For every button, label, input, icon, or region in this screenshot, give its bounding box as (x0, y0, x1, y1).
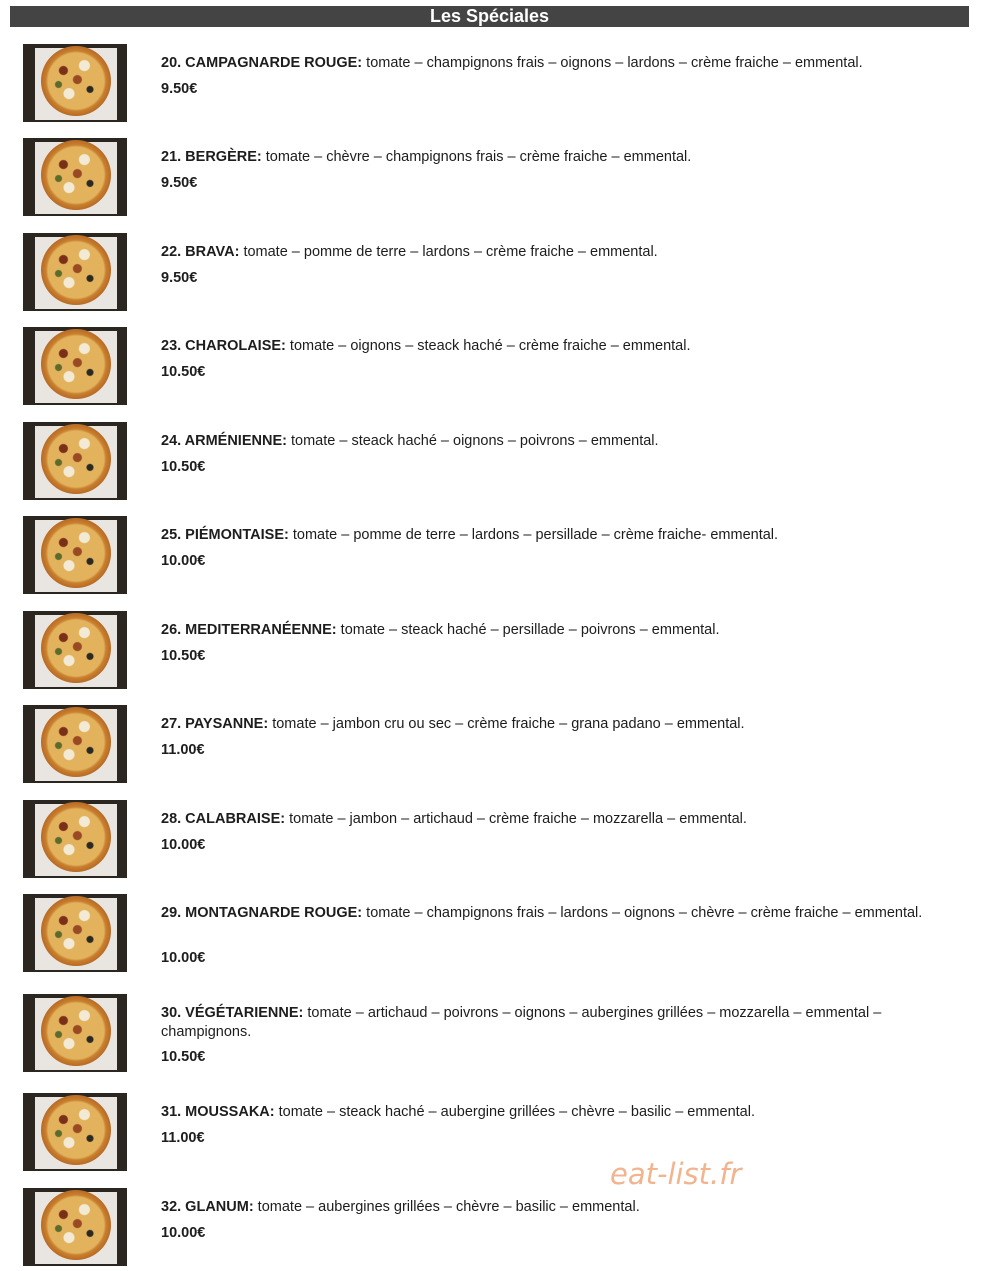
item-price: 10.00€ (161, 1225, 206, 1241)
pizza-photo (23, 422, 127, 500)
section-title: Les Spéciales (429, 6, 550, 26)
item-description (161, 526, 951, 545)
pizza-photo (23, 705, 127, 783)
pizza-photo (23, 138, 127, 216)
item-price: 10.50€ (161, 648, 206, 664)
item-price: 9.50€ (161, 175, 198, 191)
item-price: 10.50€ (161, 459, 206, 475)
menu-item (0, 1188, 989, 1268)
pizza-photo (23, 1093, 127, 1171)
item-description (161, 337, 951, 356)
item-ingredients: tomate – pomme de terre – lardons – crème fraiche – emmental. (239, 244, 658, 260)
item-price: 11.00€ (161, 1130, 205, 1146)
item-description (161, 715, 951, 734)
menu-item (0, 138, 989, 218)
menu-item (0, 422, 989, 502)
item-description (161, 54, 951, 73)
item-ingredients: tomate – aubergines grillées – chèvre – basilic – emmental. (253, 1199, 640, 1215)
pizza-photo (23, 44, 127, 122)
item-name: 30. VÉGÉTARIENNE: (161, 1005, 304, 1021)
item-ingredients: tomate – jambon cru ou sec – crème fraiche – grana padano – emmental. (268, 716, 745, 732)
item-ingredients: tomate – steack haché – persillade – poivrons – emmental. (336, 622, 720, 638)
pizza-photo (23, 611, 127, 689)
item-price: 10.50€ (161, 364, 206, 380)
item-price: 9.50€ (161, 81, 198, 97)
item-price: 11.00€ (161, 742, 205, 758)
pizza-photo (23, 233, 127, 311)
item-description (161, 810, 951, 829)
item-name: 23. CHAROLAISE: (161, 338, 286, 354)
item-ingredients: tomate – champignons frais – lardons – oignons – chèvre – crème fraiche – emmental. (362, 905, 923, 921)
menu-item (0, 611, 989, 691)
item-price: 10.00€ (161, 837, 206, 853)
item-description (161, 1198, 951, 1217)
menu-item (0, 233, 989, 313)
item-name: 21. BERGÈRE: (161, 149, 262, 165)
menu-item (0, 327, 989, 407)
item-description (161, 904, 951, 923)
item-ingredients: tomate – steack haché – aubergine grillées – chèvre – basilic – emmental. (274, 1104, 755, 1120)
item-price: 9.50€ (161, 270, 198, 286)
item-price: 10.50€ (161, 1049, 206, 1065)
menu-item (0, 994, 989, 1074)
item-description (161, 1004, 951, 1042)
pizza-photo (23, 994, 127, 1072)
item-name: 20. CAMPAGNARDE ROUGE: (161, 55, 363, 71)
item-price: 10.00€ (161, 950, 206, 966)
item-ingredients: tomate – oignons – steack haché – crème fraiche – emmental. (285, 338, 691, 354)
pizza-photo (23, 327, 127, 405)
item-ingredients: tomate – champignons frais – oignons – lardons – crème fraiche – emmental. (362, 55, 863, 71)
item-name: 32. GLANUM: (161, 1199, 254, 1215)
pizza-photo (23, 1188, 127, 1266)
item-ingredients: tomate – jambon – artichaud – crème fraiche – mozzarella – emmental. (285, 811, 747, 827)
item-description (161, 432, 951, 451)
item-ingredients: tomate – chèvre – champignons frais – crème fraiche – emmental. (261, 149, 692, 165)
menu-item (0, 516, 989, 596)
item-ingredients: tomate – artichaud – poivrons – oignons – aubergines grillées – mozzarella – emmental – champignons. (161, 1005, 882, 1040)
item-description (161, 243, 951, 262)
menu-item (0, 44, 989, 124)
menu-item (0, 1093, 989, 1173)
item-ingredients: tomate – steack haché – oignons – poivrons – emmental. (286, 433, 659, 449)
item-name: 28. CALABRAISE: (161, 811, 286, 827)
item-description (161, 621, 951, 640)
item-name: 31. MOUSSAKA: (161, 1104, 275, 1120)
pizza-photo (23, 516, 127, 594)
pizza-photo (23, 800, 127, 878)
item-name: 29. MONTAGNARDE ROUGE: (161, 905, 363, 921)
watermark: eat-list.fr (610, 1157, 742, 1191)
item-name: 25. PIÉMONTAISE: (161, 527, 289, 543)
menu-item (0, 894, 989, 974)
item-description (161, 1103, 951, 1122)
item-name: 22. BRAVA: (161, 244, 240, 260)
menu-item (0, 705, 989, 785)
pizza-photo (23, 894, 127, 972)
item-name: 24. ARMÉNIENNE: (161, 433, 287, 449)
item-name: 27. PAYSANNE: (161, 716, 269, 732)
item-description (161, 148, 951, 167)
item-name: 26. MEDITERRANÉENNE: (161, 622, 337, 638)
item-price: 10.00€ (161, 553, 206, 569)
menu-item (0, 800, 989, 880)
section-header (10, 6, 969, 27)
item-ingredients: tomate – pomme de terre – lardons – persillade – crème fraiche- emmental. (288, 527, 779, 543)
